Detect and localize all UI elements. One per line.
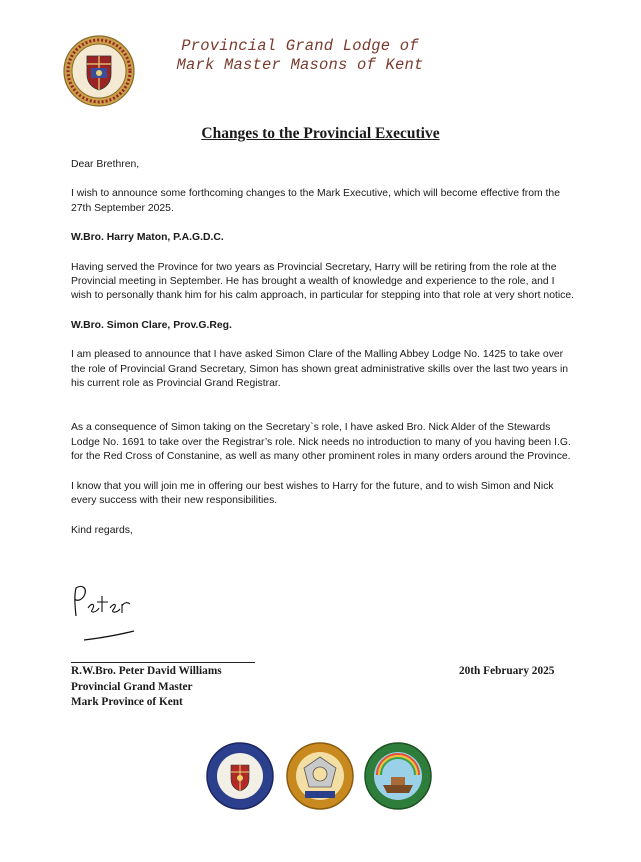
header-line-2: Mark Master Masons of Kent: [176, 56, 424, 74]
salutation: Dear Brethren,: [71, 159, 140, 170]
signature-line: [71, 662, 255, 663]
signatory-role: Provincial Grand Master: [71, 680, 193, 693]
paragraph-nick: As a consequence of Simon taking on the Secretary`s role, I have asked Bro. Nick Alder of the Stewards Lodge No. 1691 to take over the Registrar’s role. Nick needs no introduction to many of you having been I.G. for the Red Cross of Constanine, as well as many other prominent roles in many orders around the Province.: [71, 422, 571, 463]
signatory-province: Mark Province of Kent: [71, 696, 183, 708]
paragraph-closing-wishes: I know that you will join me in offering our best wishes to Harry for the future, and to wish Simon and Nick every success with their new responsibilities.: [71, 480, 554, 507]
letter-date: 20th February 2025: [459, 665, 555, 677]
header-title: [150, 37, 450, 75]
heading-simon-clare: W.Bro. Simon Clare, Prov.G.Reg.: [71, 319, 232, 331]
closing: Kind regards,: [71, 524, 133, 536]
royal-ark-mariners-badge: [285, 741, 355, 811]
document-title: [0, 125, 641, 143]
royal-ark-lodge-badge: [363, 741, 433, 811]
signatory-name: R.W.Bro. Peter David Williams: [71, 665, 222, 677]
header-line-1: Provincial Grand Lodge of: [181, 37, 419, 55]
paragraph-simon: I am pleased to announce that I have asked Simon Clare of the Malling Abbey Lodge No. 1425 to take over the role of Provincial Grand Secretary, Simon has shown great administrative skills over the last two years in his current role as Provincial Grand Registrar.: [71, 349, 569, 390]
grand-lodge-mark-badge: [205, 741, 275, 811]
signatory-block: [71, 664, 222, 711]
paragraph-harry: Having served the Province for two years as Provincial Secretary, Harry will be retiring from the role at the Provincial meeting in September. He has brought a wealth of knowledge and experience to the role, and I wish to personally thank him for his calm approach, in particular for stepping into that role at very short notice.: [71, 261, 575, 302]
provincial-seal-logo: [62, 34, 136, 108]
document-title-text: Changes to the Provincial Executive: [201, 125, 440, 142]
intro-paragraph: I wish to announce some forthcoming changes to the Mark Executive, which will become effective from the 27th September 2025.: [71, 188, 560, 214]
heading-harry-maton: W.Bro. Harry Maton, P.A.G.D.C.: [71, 232, 224, 244]
letter-body: [71, 158, 576, 538]
handwritten-signature: [66, 582, 146, 644]
